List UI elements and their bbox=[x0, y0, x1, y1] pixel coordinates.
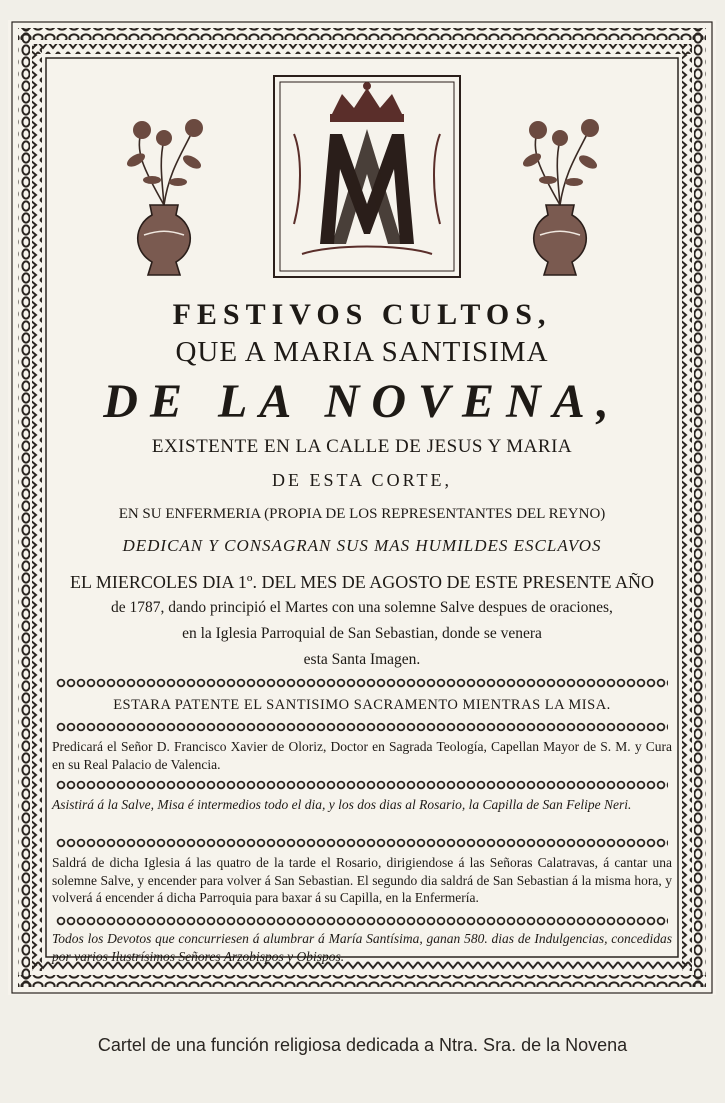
heading-de-la-novena: DE LA NOVENA, bbox=[103, 375, 621, 428]
poster bbox=[8, 20, 716, 995]
section-predicara: Predicará el Señor D. Francisco Xavier de Oloriz, Doctor en Sagrada Teología, Capellan Mayor de S. M. y Cura en su Real Palacio de Valencia. bbox=[52, 739, 672, 772]
section-saldra: Saldrá de dicha Iglesia á las quatro de la tarde el Rosario, dirigiendose á las Señoras Calatravas, á cantar una solemne Salve, y encender para volver á San Sebastian. El segundo dia saldrá de San Sebastian á la misma hora, y volverá á encender á dicha Parroquia para baxar á su Capilla, en la Enfermería. bbox=[52, 855, 672, 906]
date-line: EL MIERCOLES DIA 1º. DEL MES DE AGOSTO DE ESTE PRESENTE AÑO bbox=[70, 572, 654, 592]
section-indulgencias: Todos los Devotos que concurriesen á alumbrar á María Santísima, ganan 580. dias de Indulgencias, concedidas por varios Ilustrísimos Señores Arzobispos y Obispos. bbox=[52, 931, 672, 964]
flower-vase-left-icon bbox=[114, 110, 214, 280]
intro-line-3: esta Santa Imagen. bbox=[303, 651, 421, 668]
flower-vase-right-icon bbox=[510, 110, 610, 280]
heading-festivos-cultos: FESTIVOS CULTOS, bbox=[172, 298, 552, 331]
ornamental-separator bbox=[56, 780, 668, 790]
intro-line-1: de 1787, dando principió el Martes con una solemne Salve despues de oraciones, bbox=[111, 599, 613, 616]
intro-line-2: en la Iglesia Parroquial de San Sebastian, donde se venera bbox=[182, 625, 542, 642]
heading-dedican: DEDICAN Y CONSAGRAN SUS MAS HUMILDES ESCLAVOS bbox=[122, 536, 602, 555]
ornamental-separator bbox=[56, 916, 668, 926]
poster-content bbox=[52, 70, 672, 975]
ave-maria-monogram-emblem bbox=[272, 74, 462, 279]
heading-calle-jesus-maria: EXISTENTE EN LA CALLE DE JESUS Y MARIA bbox=[151, 436, 573, 457]
photo-caption: Cartel de una función religiosa dedicada a Ntra. Sra. de la Novena bbox=[97, 1035, 628, 1055]
section-asistira: Asistirá á la Salve, Misa é intermedios todo el dia, y los dos dias al Rosario, la Capilla de San Felipe Neri. bbox=[52, 797, 632, 812]
heading-maria-santisima: QUE A MARIA SANTISIMA bbox=[175, 336, 549, 368]
ornamental-separator bbox=[56, 678, 668, 688]
ornamental-separator bbox=[56, 722, 668, 732]
heading-enfermeria: EN SU ENFERMERIA (PROPIA DE LOS REPRESENTANTES DEL REYNO) bbox=[118, 506, 606, 522]
ornamental-separator bbox=[56, 838, 668, 848]
section-sacramento: ESTARA PATENTE EL SANTISIMO SACRAMENTO MIENTRAS LA MISA. bbox=[113, 697, 611, 713]
heading-de-esta-corte: DE ESTA CORTE, bbox=[272, 470, 452, 490]
